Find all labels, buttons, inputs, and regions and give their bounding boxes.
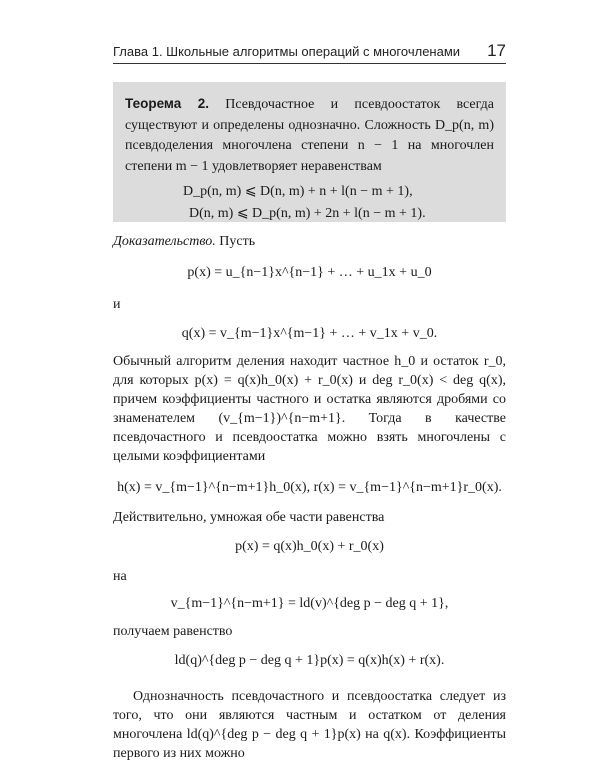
proof-body — [113, 232, 506, 763]
running-header — [113, 42, 506, 59]
word-and: и — [113, 297, 121, 312]
equation-p: p(x) = u_{n−1}x^{n−1} + … + u_1x + u_0 — [187, 265, 432, 280]
theorem-title: Теорема 2. — [125, 96, 209, 111]
word-on: на — [113, 569, 127, 584]
paragraph-uniqueness: Однозначность псевдочастного и псевдоостатка следует из того, что они являются частным и остатком от деления многочлена ld(q)^{deg p − deg q + 1}p(x) на q(x). Коэффициенты первого из них можно — [113, 689, 506, 761]
proof-intro — [113, 232, 506, 251]
proof-label: Доказательство. — [113, 234, 216, 249]
paragraph-result: получаем равенство — [113, 624, 233, 639]
equation-q: q(x) = v_{m−1}x^{m−1} + … + v_1x + v_0. — [181, 326, 438, 341]
equation-ld: v_{m−1}^{n−m+1} = ld(v)^{deg p − deg q + 1}, — [170, 596, 449, 611]
equation-final: ld(q)^{deg p − deg q + 1}p(x) = q(x)h(x) + r(x). — [174, 653, 445, 668]
equation-h-r: h(x) = v_{m−1}^{n−m+1}h_0(x), r(x) = v_{m−1}^{n−m+1}r_0(x). — [117, 480, 502, 495]
theorem-text: Псевдочастное и псевдоостаток всегда существуют и определены однозначно. Сложность D_p(n, m) псевдоделения многочлена степени n − 1 на многочлен степени m − 1 удовлетворяет неравенствам — [125, 97, 494, 174]
proof-intro-text: Пусть — [219, 234, 256, 249]
paragraph-multiply: Действительно, умножая обе части равенства — [113, 510, 385, 525]
theorem-box — [113, 82, 506, 222]
chapter-title: Глава 1. Школьные алгоритмы операций с многочленами — [113, 44, 461, 59]
header-rule — [113, 63, 506, 64]
inequality-2: D(n, m) ⩽ D_p(n, m) + 2n + l(n − m + 1). — [189, 206, 426, 221]
page-number: 17 — [487, 41, 506, 60]
theorem-inequalities — [125, 181, 494, 225]
equation-multiply: p(x) = q(x)h_0(x) + r_0(x) — [235, 539, 384, 554]
theorem-statement — [125, 94, 494, 177]
inequality-1: D_p(n, m) ⩽ D(n, m) + n + l(n − m + 1), — [183, 184, 413, 199]
paragraph-division: Обычный алгоритм деления находит частное h_0 и остаток r_0, для которых p(x) = q(x)h_0(x) + r_0(x) и deg r_0(x) < deg q(x), причем коэффициенты частного и остатка являются дробями со знаменателем (v_{m−1})^{n−m+1}. Тогда в качестве псевдочастного и псевдоостатка можно взять многочлены с целыми коэффициентами — [113, 354, 506, 464]
